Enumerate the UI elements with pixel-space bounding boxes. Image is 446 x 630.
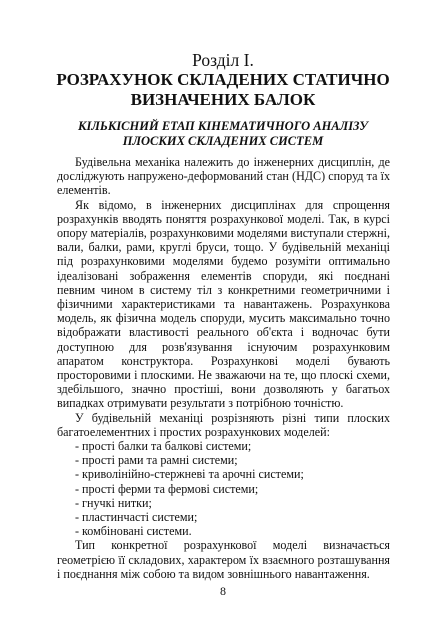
paragraph-types-intro: У будівельній механіці розрізняють різні типи плоских багатоелементних і простих розрахункових моделей: xyxy=(57,410,390,439)
list-item: - пластинчасті системи; xyxy=(75,510,198,525)
page-number: 8 xyxy=(220,584,226,598)
chapter-title-line-1: РОЗРАХУНОК СКЛАДЕНИХ СТАТИЧНО xyxy=(56,70,390,89)
paragraph-models: Як відомо, в інженерних дисциплінах для спрощення розрахунків вводять поняття розрахункової моделі. Так, в курсі опору матеріалів, розрахунковими моделями виступали стержні, вали, балки, рами, круглі бруси, тощо. У будівельній механіці під розрахунковими моделями будемо розуміти оптимально ідеалізовані зображення елементів споруди, які поєднані певним чином в систему тіл з конкретними геометричними і фізичними характеристиками та навантажень. Розрахункова модель, як фізична модель споруди, мусить максимально точно відображати властивості реального об'єкта і водночас бути доступною для розв'язування існуючим розрахунковим апаратом конструктора. Розрахункові моделі бувають просторовими і плоскими. Не зважаючи на те, що плоскі схеми, здебільшого, значно простіші, вони дозволяють у багатьох випадках отримувати результати з потрібною точністю. xyxy=(57,197,390,411)
list-item: - криволінійно-стержневі та арочні системи; xyxy=(75,467,304,482)
model-types-list xyxy=(57,439,390,538)
section-subtitle-line-2: ПЛОСКИХ СКЛАДЕНИХ СИСТЕМ xyxy=(122,134,324,148)
list-item: - прості рами та рамні системи; xyxy=(75,453,238,468)
section-subtitle xyxy=(60,119,386,149)
list-item: - гнучкі нитки; xyxy=(75,495,152,510)
paragraph-conclusion: Тип конкретної розрахункової моделі визначається геометрією її складових, характером їх взаємного розташування і поєднання між собою та видом зовнішнього навантаження. xyxy=(57,538,390,581)
list-item: - прості балки та балкові системи; xyxy=(75,439,252,454)
list-item: - комбіновані системи. xyxy=(75,524,192,539)
section-subtitle-line-1: КІЛЬКІСНИЙ ЕТАП КІНЕМАТИЧНОГО АНАЛІЗУ xyxy=(78,119,368,133)
chapter-title xyxy=(40,70,406,110)
paragraph-intro: Будівельна механіка належить до інженерних дисциплін, де досліджують напружено-деформований стан (НДС) споруд та їх елементів. xyxy=(57,155,390,198)
section-number: Розділ І. xyxy=(192,50,254,70)
chapter-title-line-2: ВИЗНАЧЕНИХ БАЛОК xyxy=(130,90,316,109)
list-item: - прості ферми та фермові системи; xyxy=(75,481,259,496)
body-text xyxy=(57,155,390,581)
